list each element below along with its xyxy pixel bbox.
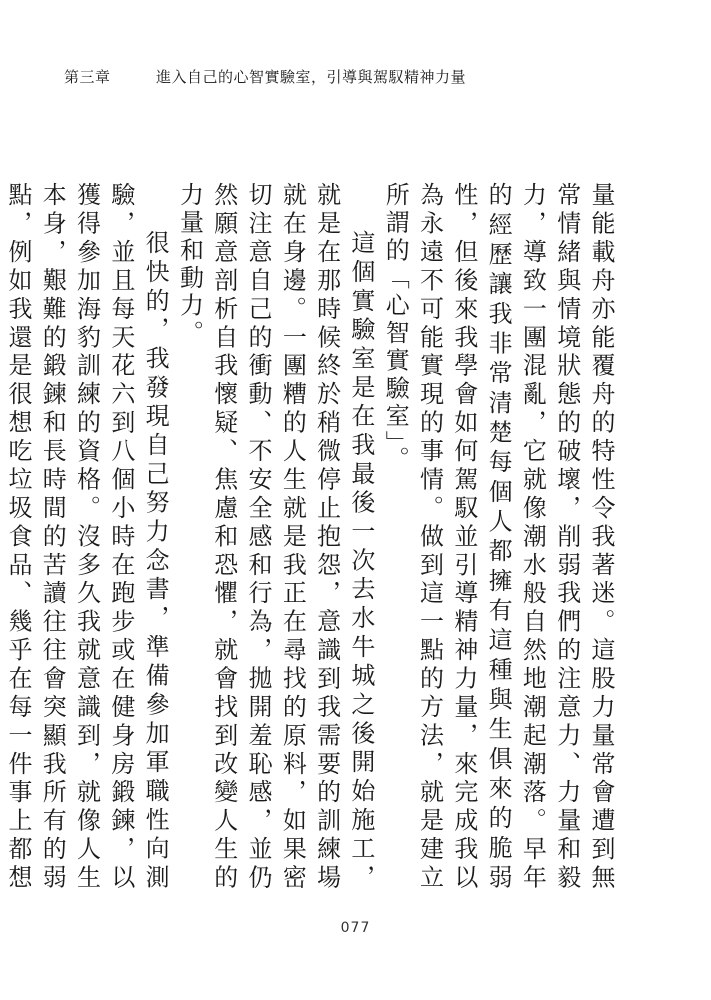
page-number: 077 [340, 920, 371, 936]
chapter-title: 進入自己的心智實驗室，引導與駕馭精神力量 [156, 68, 467, 86]
running-header [64, 66, 466, 87]
paragraph: 量能載舟亦能覆舟的特性令我著迷。這股力量常會遭到無常情緒與情境狀態的破壞，削弱我們的注意力、力量和毅力，導致一團混亂，它就像潮水般自然地潮起潮落。早年的經歷讓我非常清楚每個人都擁有這種與生俱來的脆弱性，但後來我學會如何駕馭並引導精神力量，來完成我以為永遠不可能實現的事情。做到這一點的方法，就是建立所謂的「心智實驗室」。 [381, 182, 615, 892]
paragraph: 這個實驗室是在我最後一次去水牛城之後開始施工，就是在那時候終於稍微停止抱怨，意識到我需要的訓練場就在身邊。一團糟的人生就是我正在尋找的原料，如果密切注意自己的衝動、不安全感和行為，拋開羞恥感，並仍然願意剖析自我懷疑、焦慮和恐懼，就會找到改變人生的力量和動力。 [175, 182, 375, 892]
chapter-label: 第三章 [64, 68, 111, 86]
paragraph: 很快的，我發現自己努力念書，準備參加軍職性向測驗，並且每天花六到八個小時在跑步或在健身房鍛鍊，以獲得參加海豹訓練的資格。沒多久我就意識到，就像人生本身，艱難的鍛鍊和長時間的苦讀往往會突顯我所有的弱點，例如我還是很想吃垃圾食品、幾乎在每一件事上都想 [3, 182, 170, 892]
body-text [3, 182, 618, 892]
